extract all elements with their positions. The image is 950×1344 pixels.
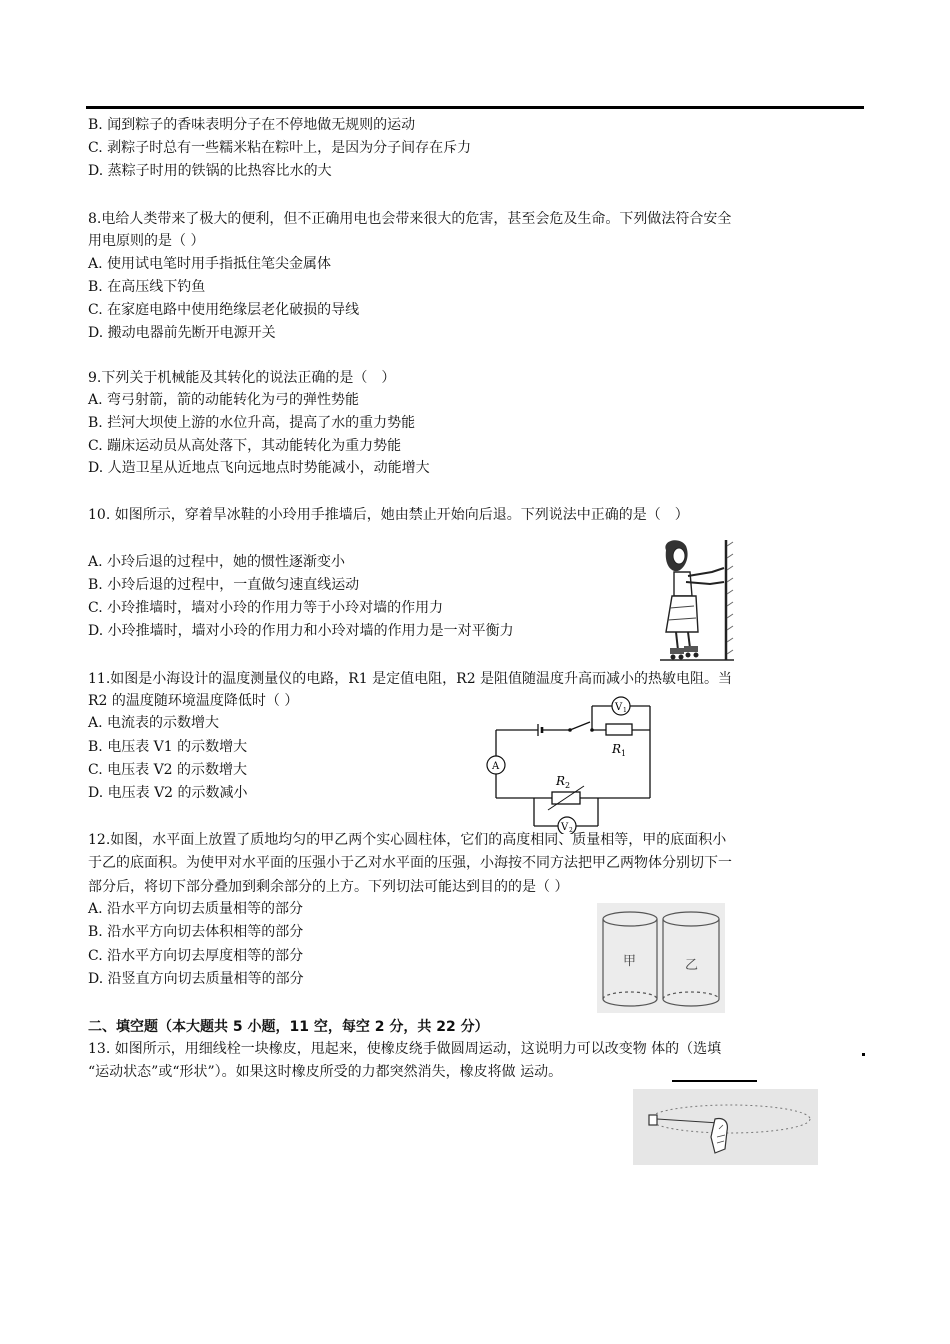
- q13-line1: 13. 如图所示，用细线栓一块橡皮，甩起来，使橡皮绕手做圆周运动，这说明力可以改变物 体的（选填: [88, 1041, 722, 1057]
- q11-option-c: C. 电压表 V2 的示数增大: [88, 762, 248, 778]
- q10-option-b: B. 小玲后退的过程中，一直做匀速直线运动: [88, 577, 360, 593]
- header-rule: [86, 106, 864, 109]
- q11-option-b: B. 电压表 V1 的示数增大: [88, 739, 248, 755]
- section2-heading: 二、填空题（本大题共 5 小题，11 空，每空 2 分，共 22 分）: [88, 1019, 489, 1035]
- q8-option-b: B. 在高压线下钓鱼: [88, 279, 206, 295]
- q11-option-a: A. 电流表的示数增大: [88, 715, 220, 731]
- cylinders-figure: [597, 903, 725, 1013]
- v1-label: V: [615, 702, 623, 713]
- q11-stem-line1: 11.如图是小海设计的温度测量仪的电路，R1 是定值电阻，R2 是阻值随温度升高而减小的热敏电阻。当: [88, 671, 733, 687]
- q9-option-b: B. 拦河大坝使上游的水位升高，提高了水的重力势能: [88, 415, 416, 431]
- q9-stem: 9.下列关于机械能及其转化的说法正确的是（ ）: [88, 370, 396, 386]
- r2-label: R: [556, 774, 566, 788]
- q9-option-c: C. 蹦床运动员从高处落下，其动能转化为重力势能: [88, 438, 402, 454]
- r1-resistor: [606, 724, 632, 735]
- q8-stem-line2: 用电原则的是（ ）: [88, 233, 205, 249]
- eraser: [649, 1115, 657, 1125]
- ammeter-label: A: [492, 761, 500, 772]
- q9-option-a: A. 弯弓射箭，箭的动能转化为弓的弹性势能: [88, 392, 360, 408]
- v1-label-sub: 1: [623, 707, 627, 714]
- q8-option-a: A. 使用试电笔时用手指抵住笔尖金属体: [88, 256, 332, 272]
- q10-option-a: A. 小玲后退的过程中，她的惯性逐渐变小: [88, 554, 346, 570]
- q10-option-d: D. 小玲推墙时，墙对小玲的作用力和小玲对墙的作用力是一对平衡力: [88, 623, 514, 639]
- q7-option-d: D. 蒸粽子时用的铁锅的比热容比水的大: [88, 163, 332, 179]
- q9-option-d: D. 人造卫星从近地点飞向远地点时势能减小，动能增大: [88, 460, 430, 476]
- q12-stem-line2: 于乙的底面积。为使甲对水平面的压强小于乙对水平面的压强，小海按不同方法把甲乙两物体分别切下一: [88, 855, 732, 871]
- q12-option-b: B. 沿水平方向切去体积相等的部分: [88, 924, 304, 940]
- hand: [711, 1119, 727, 1154]
- q10-stem: 10. 如图所示，穿着旱冰鞋的小玲用手推墙后，她由禁止开始向后退。下列说法中正确的是（ ）: [88, 507, 689, 523]
- q13-line2: “运动状态”或“形状”）。如果这时橡皮所受的力都突然消失，橡皮将做 运动。: [88, 1064, 563, 1080]
- q8-option-d: D. 搬动电器前先断开电源开关: [88, 325, 276, 341]
- blank-underline: [672, 1080, 757, 1082]
- q10-option-c: C. 小玲推墙时，墙对小玲的作用力等于小玲对墙的作用力: [88, 600, 444, 616]
- q11-stem-line2: R2 的温度随环境温度降低时（ ）: [88, 693, 299, 709]
- q12-stem-line3: 部分后，将切下部分叠加到剩余部分的上方。下列切法可能达到目的的是（ ）: [88, 879, 569, 895]
- q8-option-c: C. 在家庭电路中使用绝缘层老化破损的导线: [88, 302, 360, 318]
- v2-label-sub: 2: [569, 827, 573, 834]
- cylinder-yi-label: 乙: [685, 958, 699, 973]
- r2-label-sub: 2: [565, 781, 571, 790]
- r1-label-sub: 1: [621, 749, 627, 758]
- q11-option-d: D. 电压表 V2 的示数减小: [88, 785, 248, 801]
- q7-option-c: C. 剥粽子时总有一些糯米粘在粽叶上，是因为分子间存在斥力: [88, 140, 472, 156]
- q7-option-b: B. 闻到粽子的香味表明分子在不停地做无规则的运动: [88, 117, 416, 133]
- q12-option-a: A. 沿水平方向切去质量相等的部分: [88, 901, 304, 917]
- blank-dot: [862, 1053, 865, 1056]
- skater-figure: [652, 536, 742, 664]
- q8-stem-line1: 8.电给人类带来了极大的便利，但不正确用电也会带来很大的危害，甚至会危及生命。下列做法符合安全: [88, 211, 732, 227]
- circuit-diagram: [484, 692, 656, 834]
- cylinder-jia-label: 甲: [623, 954, 637, 969]
- q12-option-d: D. 沿竖直方向切去质量相等的部分: [88, 971, 304, 987]
- q12-stem-line1: 12.如图，水平面上放置了质地均匀的甲乙两个实心圆柱体，它们的高度相同、质量相等，甲的底面积小: [88, 832, 727, 848]
- eraser-circular-motion-figure: [633, 1089, 818, 1165]
- v2-label: V: [561, 822, 569, 833]
- q12-option-c: C. 沿水平方向切去厚度相等的部分: [88, 948, 304, 964]
- r1-label: R: [612, 742, 622, 756]
